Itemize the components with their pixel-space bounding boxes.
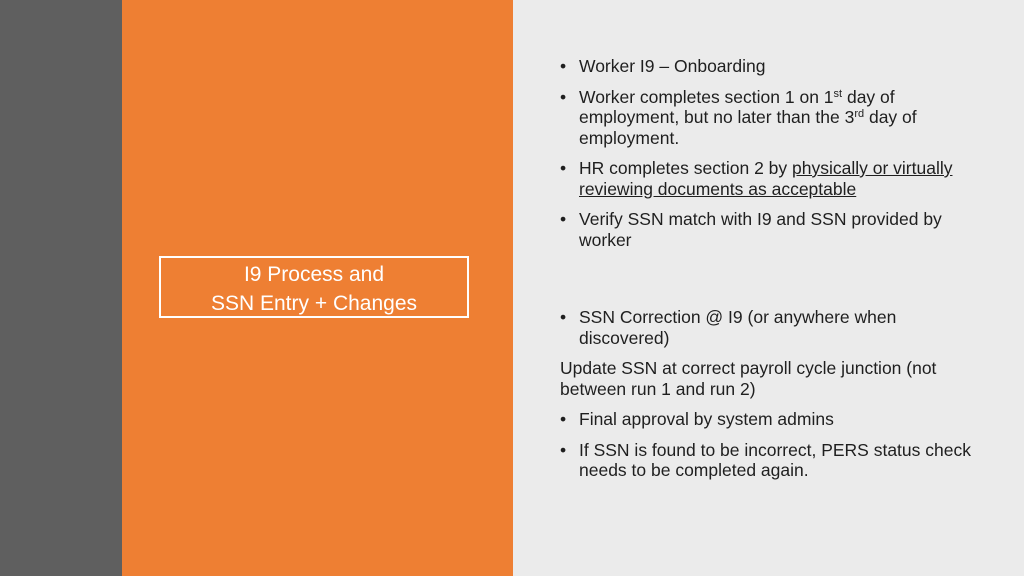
bullet-item-final-approval xyxy=(560,409,980,430)
bullet-text: HR completes section 2 by xyxy=(579,158,793,178)
bullet-text: day of employment, but no later than the 3 xyxy=(579,86,895,127)
bullet-text: If SSN is found to be incorrect, PERS status check needs to be completed again. xyxy=(579,439,971,480)
slide-title-line-1: I9 Process and xyxy=(243,263,385,286)
slide-title xyxy=(159,256,469,318)
bullet-text: Final approval by system admins xyxy=(579,409,834,429)
spacer xyxy=(560,260,980,307)
bullet-text: Worker completes section 1 on 1 xyxy=(579,86,834,107)
paragraph-update-ssn xyxy=(560,358,980,399)
slide-title-line-2: SSN Entry + Changes xyxy=(210,292,418,315)
bullet-item-section-2 xyxy=(560,158,980,199)
bullet-item-onboarding xyxy=(560,56,980,77)
bullet-item-ssn-correction xyxy=(560,307,980,348)
superscript: rd xyxy=(854,108,865,120)
sidebar-gray-bar xyxy=(0,0,122,576)
bullet-text: day of employment. xyxy=(579,107,917,148)
bullet-item-section-1 xyxy=(560,87,980,149)
bullet-text: Verify SSN match with I9 and SSN provided by worker xyxy=(579,209,942,250)
underlined-text: physically or virtually reviewing documents as acceptable xyxy=(579,158,953,199)
superscript: st xyxy=(833,87,843,100)
bullet-text: Worker I9 – Onboarding xyxy=(579,56,766,76)
paragraph-text: Update SSN at correct payroll cycle junction (not between run 1 and run 2) xyxy=(560,358,937,399)
bullet-text: SSN Correction @ I9 (or anywhere when discovered) xyxy=(579,307,897,348)
bullet-item-pers-check xyxy=(560,440,980,481)
slide-content xyxy=(560,56,980,491)
bullet-item-verify-ssn xyxy=(560,209,980,250)
